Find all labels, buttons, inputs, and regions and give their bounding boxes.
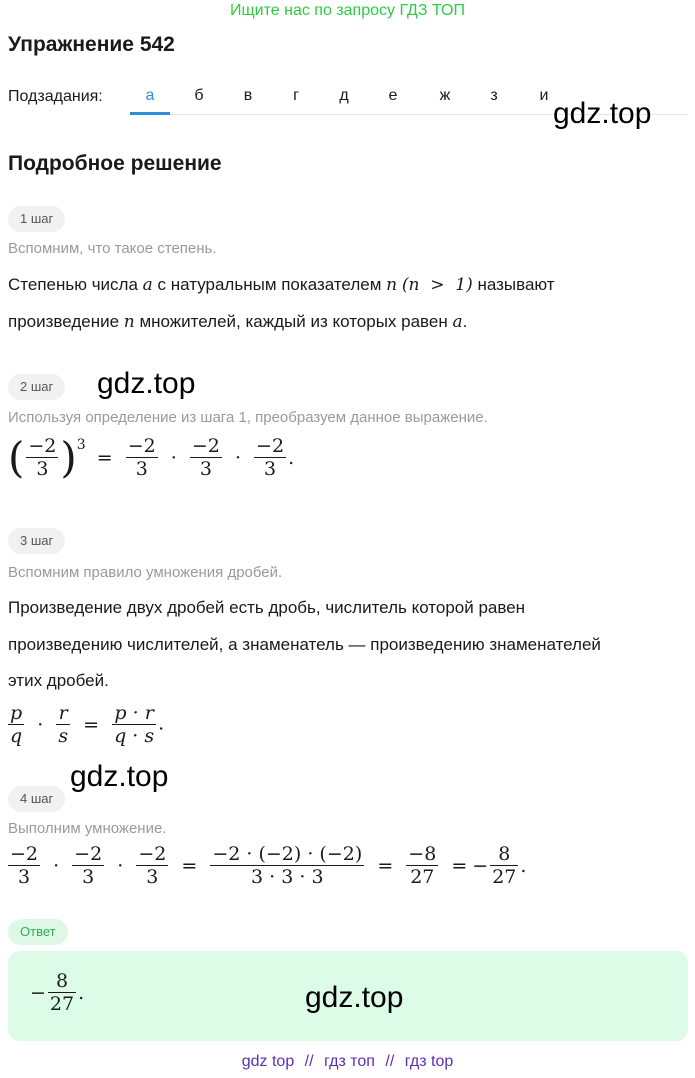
formula: ( $\frac{-2}{3}$ )$^3$ = $\frac{-2}{3}$ · $\frac{-2}{3}$ · $\frac{-2}{3}$ . xyxy=(8,433,295,482)
step-text: произведению числителей, а знаменатель — произведению знаменателей xyxy=(8,635,601,654)
watermark: gdz.top xyxy=(305,981,404,1014)
step-badge: 1 шаг xyxy=(8,206,65,232)
watermark: gdz.top xyxy=(553,97,652,130)
answer-badge: Ответ xyxy=(8,919,68,945)
step-text: Степенью числа a с натуральным показателем n (n > 1) называют xyxy=(8,275,555,295)
footer-link[interactable]: гдз топ xyxy=(324,1053,375,1070)
active-tab-indicator xyxy=(130,112,170,115)
step-badge: 2 шаг xyxy=(8,374,65,400)
step-hint: Вспомним, что такое степень. xyxy=(8,240,217,257)
subtask-tab-d[interactable]: д xyxy=(339,87,349,104)
footer-link[interactable]: гдз top xyxy=(404,1053,454,1070)
subtask-tab-zh[interactable]: ж xyxy=(439,87,451,104)
footer-separator: // xyxy=(304,1053,314,1070)
search-banner: Ищите нас по запросу ГДЗ ТОП xyxy=(230,2,465,19)
subtask-tab-i[interactable]: и xyxy=(539,87,549,104)
footer-link[interactable]: gdz top xyxy=(241,1053,295,1070)
section-title: Подробное решение xyxy=(8,152,222,175)
subtask-tab-b[interactable]: б xyxy=(194,87,204,104)
step-text: Произведение двух дробей есть дробь, числитель которой равен xyxy=(8,598,526,617)
step-badge: 4 шаг xyxy=(8,786,65,812)
watermark: gdz.top xyxy=(97,367,196,400)
footer-separator: // xyxy=(385,1053,395,1070)
step-text: произведение n множителей, каждый из которых равен a. xyxy=(8,312,468,332)
subtask-tab-v[interactable]: в xyxy=(243,87,253,104)
subtask-tab-e[interactable]: е xyxy=(388,87,398,104)
step-hint: Вспомним правило умножения дробей. xyxy=(8,564,283,581)
step-hint: Используя определение из шага 1, преобразуем данное выражение. xyxy=(8,409,488,426)
formula: $\frac{p}{q}$ · $\frac{r}{s}$ = $\frac{p \cdot r}{q \cdot s}$ . xyxy=(10,702,165,747)
watermark: gdz.top xyxy=(70,760,169,793)
answer-formula: − $\frac{8}{27}$ . xyxy=(30,970,85,1015)
subtask-tab-g[interactable]: г xyxy=(293,87,299,104)
step-badge: 3 шаг xyxy=(8,528,65,554)
step-text: этих дробей. xyxy=(8,671,109,690)
page-title: Упражнение 542 xyxy=(8,33,175,56)
formula: $\frac{-2}{3}$ · $\frac{-2}{3}$ · $\frac{-2}{3}$ = $\frac{-2 \cdot (-2) \cdot (-2)}{3 \cdot 3 \cdot 3}$ = $\frac{-8}{27}$ = − $\frac{8}{27}$ . xyxy=(10,843,527,888)
subtasks-label: Подзадания: xyxy=(8,88,103,105)
subtask-tab-z[interactable]: з xyxy=(490,87,498,104)
step-hint: Выполним умножение. xyxy=(8,820,167,837)
subtask-tab-a[interactable]: а xyxy=(145,87,155,104)
footer-links xyxy=(0,1053,695,1071)
